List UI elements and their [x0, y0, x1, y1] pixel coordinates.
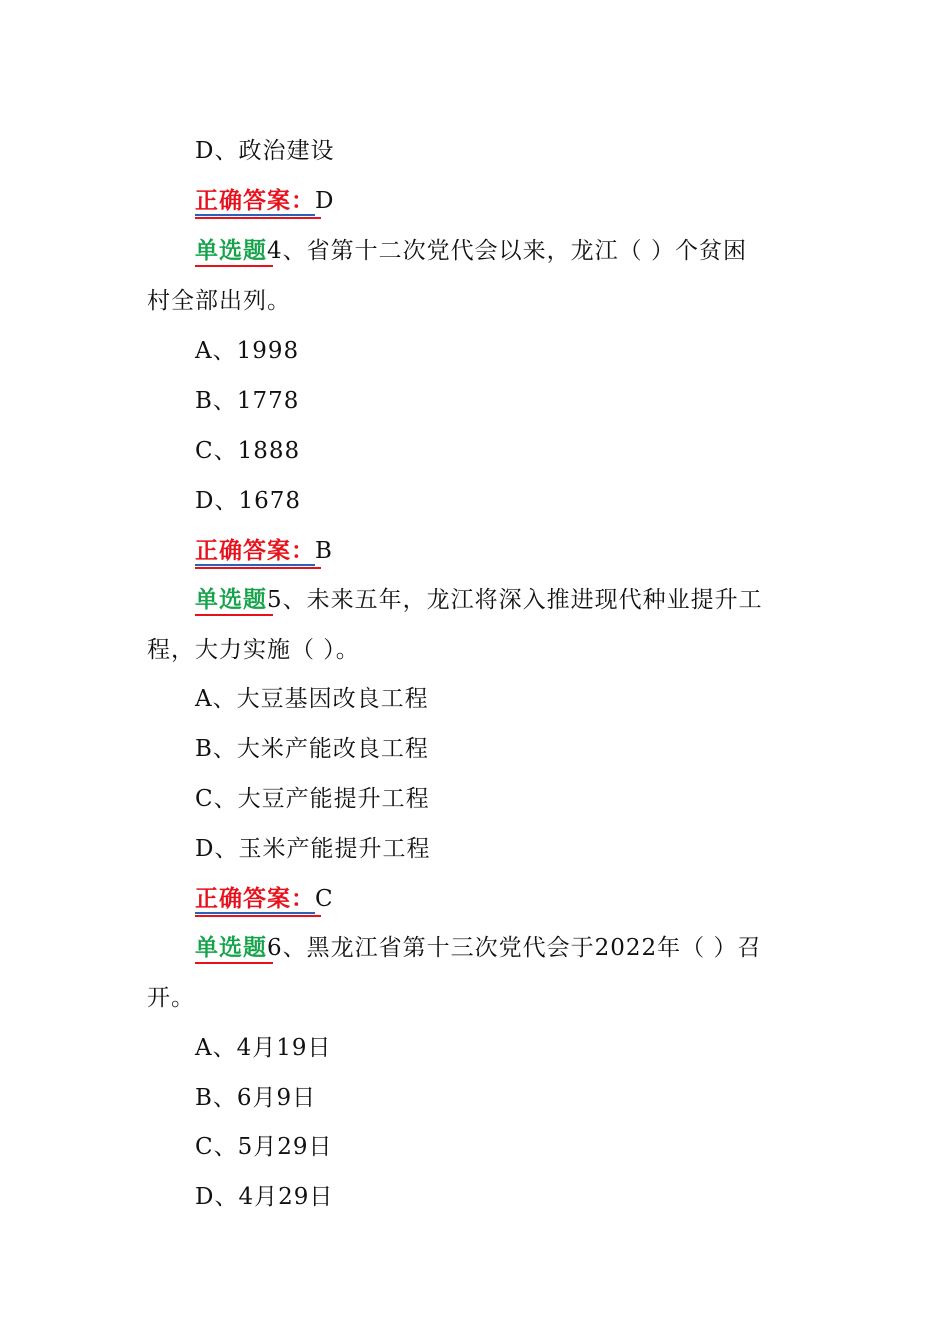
q4-answer [195, 536, 333, 566]
question-text: 4、省第十二次党代会以来，龙江（ ）个贫困 [267, 238, 747, 264]
answer-value: C [315, 886, 334, 912]
question-type-tag: 单选题 [195, 586, 267, 613]
q3-answer [195, 186, 334, 216]
q6-stem-continued: 开。 [147, 985, 195, 1011]
q4-option-b: B、1778 [195, 388, 300, 414]
q4-option-a: A、1998 [195, 338, 300, 364]
q5-option-d: D、玉米产能提升工程 [195, 836, 431, 862]
question-text: 6、黑龙江省第十三次党代会于2022年（ ）召 [267, 935, 762, 961]
q6-option-d: D、4月29日 [195, 1184, 334, 1210]
q5-stem [195, 585, 763, 615]
q6-option-b: B、6月9日 [195, 1085, 317, 1111]
q5-option-c: C、大豆产能提升工程 [195, 786, 430, 812]
q5-answer [195, 884, 334, 914]
question-type-tag: 单选题 [195, 237, 267, 264]
q4-stem [195, 236, 747, 266]
q6-option-c: C、5月29日 [195, 1134, 333, 1160]
answer-label: 正确答案： [195, 885, 315, 912]
answer-value: B [315, 538, 333, 564]
q4-option-c: C、1888 [195, 438, 301, 464]
q5-option-a: A、大豆基因改良工程 [195, 686, 429, 712]
q6-option-a: A、4月19日 [195, 1035, 332, 1061]
q3-option-d: D、政治建设 [195, 138, 335, 164]
answer-label: 正确答案： [195, 537, 315, 564]
q4-option-d: D、1678 [195, 488, 301, 514]
q4-stem-continued: 村全部出列。 [147, 288, 291, 314]
answer-value: D [315, 188, 335, 214]
question-type-tag: 单选题 [195, 934, 267, 961]
q6-stem [195, 933, 761, 963]
answer-label: 正确答案： [195, 187, 315, 214]
q5-option-b: B、大米产能改良工程 [195, 736, 429, 762]
q5-stem-continued: 程，大力实施（ ）。 [147, 637, 360, 663]
question-text: 5、未来五年，龙江将深入推进现代种业提升工 [267, 587, 763, 613]
